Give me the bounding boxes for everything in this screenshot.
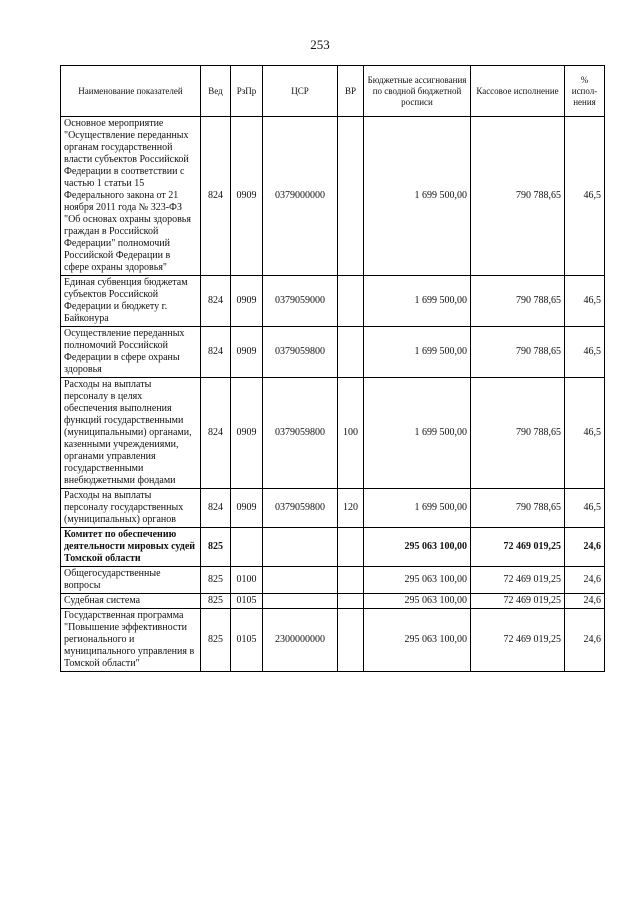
row-kassa: 790 788,65 [471,117,565,276]
row-ved: 824 [201,378,231,489]
row-rzpr: 0105 [231,609,263,672]
row-rzpr: 0909 [231,378,263,489]
table-row [61,489,605,528]
row-kassa: 790 788,65 [471,276,565,327]
table-header-row [61,66,605,117]
row-rzpr: 0909 [231,327,263,378]
header-percent: % испол-нения [565,66,605,117]
table-row [61,276,605,327]
row-kassa: 790 788,65 [471,327,565,378]
row-csr [263,594,338,609]
row-budget: 1 699 500,00 [364,327,471,378]
row-csr [263,567,338,594]
row-rzpr: 0909 [231,489,263,528]
row-percent: 46,5 [565,327,605,378]
row-vr [338,567,364,594]
row-name: Расходы на выплаты персоналу в целях обеспечения выполнения функций государственными (муниципальными) органами, казенными учреждениями, органами управления государственными внебюджетными фондами [61,378,201,489]
row-ved: 825 [201,609,231,672]
row-csr: 0379059800 [263,327,338,378]
row-csr: 2300000000 [263,609,338,672]
row-name: Основное мероприятие "Осуществление переданных органам государственной власти субъектов Российской Федерации в соответствии с частью 1 статьи 15 Федерального закона от 21 ноября 2011 года № 323-ФЗ "Об основах охраны здоровья граждан в Российской Федерации" полномочий Российской Федерации в сфере охраны здоровья" [61,117,201,276]
row-rzpr: 0100 [231,567,263,594]
row-ved: 824 [201,276,231,327]
row-name: Расходы на выплаты персоналу государственных (муниципальных) органов [61,489,201,528]
header-name: Наименование показателей [61,66,201,117]
header-rzpr: РзПр [231,66,263,117]
row-percent: 24,6 [565,528,605,567]
row-ved: 825 [201,594,231,609]
row-csr: 0379000000 [263,117,338,276]
header-ved: Вед [201,66,231,117]
row-vr: 100 [338,378,364,489]
row-vr [338,276,364,327]
header-csr: ЦСР [263,66,338,117]
row-budget: 1 699 500,00 [364,489,471,528]
row-percent: 46,5 [565,489,605,528]
row-percent: 24,6 [565,609,605,672]
row-ved: 824 [201,327,231,378]
row-name: Комитет по обеспечению деятельности мировых судей Томской области [61,528,201,567]
row-csr [263,528,338,567]
row-kassa: 72 469 019,25 [471,528,565,567]
row-vr [338,594,364,609]
header-vr: ВР [338,66,364,117]
row-ved: 824 [201,489,231,528]
row-name: Судебная система [61,594,201,609]
row-csr: 0379059800 [263,489,338,528]
table-row [61,609,605,672]
row-percent: 46,5 [565,378,605,489]
row-kassa: 72 469 019,25 [471,567,565,594]
row-vr [338,609,364,672]
page-number: 253 [310,37,330,52]
row-percent: 46,5 [565,117,605,276]
row-rzpr: 0105 [231,594,263,609]
row-budget: 1 699 500,00 [364,378,471,489]
row-csr: 0379059800 [263,378,338,489]
row-budget: 295 063 100,00 [364,567,471,594]
table-row [61,327,605,378]
table-row [61,567,605,594]
row-budget: 295 063 100,00 [364,594,471,609]
row-budget: 295 063 100,00 [364,528,471,567]
table-row [61,594,605,609]
row-ved: 825 [201,528,231,567]
table-row [61,117,605,276]
table-row [61,378,605,489]
row-budget: 1 699 500,00 [364,276,471,327]
row-vr [338,117,364,276]
row-percent: 24,6 [565,567,605,594]
row-budget: 295 063 100,00 [364,609,471,672]
row-ved: 825 [201,567,231,594]
header-budget: Бюджетные ассигнования по сводной бюджетной росписи [364,66,471,117]
row-percent: 24,6 [565,594,605,609]
row-kassa: 790 788,65 [471,489,565,528]
header-kassa: Кассовое исполнение [471,66,565,117]
row-budget: 1 699 500,00 [364,117,471,276]
row-name: Единая субвенция бюджетам субъектов Российской Федерации и бюджету г. Байконура [61,276,201,327]
row-ved: 824 [201,117,231,276]
row-kassa: 790 788,65 [471,378,565,489]
row-vr: 120 [338,489,364,528]
row-name: Государственная программа "Повышение эффективности регионального и муниципального управления в Томской области" [61,609,201,672]
row-rzpr: 0909 [231,276,263,327]
row-percent: 46,5 [565,276,605,327]
row-kassa: 72 469 019,25 [471,609,565,672]
row-rzpr [231,528,263,567]
row-vr [338,528,364,567]
row-kassa: 72 469 019,25 [471,594,565,609]
row-rzpr: 0909 [231,117,263,276]
row-name: Осуществление переданных полномочий Российской Федерации в сфере охраны здоровья [61,327,201,378]
row-name: Общегосударственные вопросы [61,567,201,594]
row-vr [338,327,364,378]
budget-execution-table [60,65,605,672]
row-csr: 0379059000 [263,276,338,327]
table-row-department-total [61,528,605,567]
